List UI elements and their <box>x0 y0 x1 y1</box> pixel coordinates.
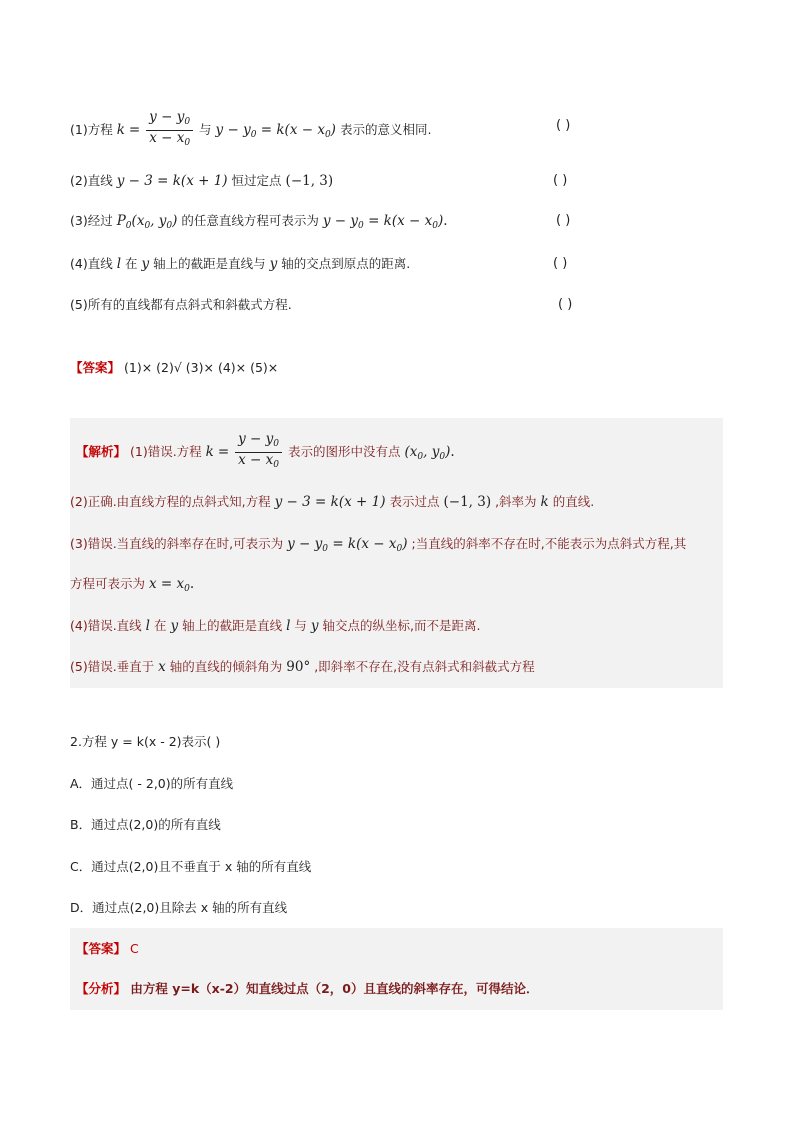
q3-mid: 的任意直线方程可表示为 <box>181 213 319 228</box>
fraction-denominator: $x - x_0$ <box>149 130 191 148</box>
analysis-1-l5-e: 轴交点的纵坐标,而不是距离. <box>322 618 481 633</box>
question-2 <box>70 172 333 190</box>
analysis-1-l4-a: 方程可表示为 <box>70 576 146 591</box>
q4-p1: (4)直线 <box>70 256 113 271</box>
answer-2-value: C <box>130 941 139 956</box>
fraction-slope-2 <box>235 432 282 473</box>
q1-paren: ( ) <box>556 118 571 133</box>
formula-point-slope-3: $y - y_0 = k(x - x_0)$ <box>287 536 408 554</box>
analysis-2-text: 由方程 y=k（x-2）知直线过点（2，0）且直线的斜率存在，可得结论． <box>130 981 539 996</box>
question-4 <box>70 255 410 273</box>
analysis-1-l3-a: (3)错误.当直线的斜率存在时,可表示为 <box>70 536 284 551</box>
var-l: l <box>116 256 122 272</box>
answer-1 <box>70 358 278 376</box>
analysis-1-l2-c: ,斜率为 <box>495 494 537 509</box>
fraction-numerator: $y - y_0$ <box>146 110 193 131</box>
formula-point-slope: $y - y_0 = k(x - x_0)$ <box>215 122 336 140</box>
q4-p3: 轴上的截距是直线与 <box>153 256 266 271</box>
q5-text: (5)所有的直线都有点斜式和斜截式方程. <box>70 297 292 312</box>
var-y-4: y <box>310 618 319 634</box>
formula-k: k <box>116 122 125 138</box>
question-3 <box>70 212 448 235</box>
period: . <box>443 213 448 229</box>
analysis-1-l2-b: 表示过点 <box>389 494 440 509</box>
var-l-3: l <box>286 618 291 634</box>
q4-p4: 轴的交点到原点的距离. <box>281 256 411 271</box>
fraction-numerator-2: $y - y_0$ <box>235 432 282 453</box>
answer-1-label: 【答案】 <box>70 360 121 375</box>
q4-paren: ( ) <box>553 256 568 271</box>
analysis-1-l5-a: (4)错误.直线 <box>70 618 142 633</box>
var-x: x <box>158 659 166 675</box>
analysis-1-l6-a: (5)错误.垂直于 <box>70 659 155 674</box>
analysis-1-line-4 <box>70 575 194 598</box>
analysis-1-l2-d: 的直线. <box>552 494 595 509</box>
formula-line: y − 3 = k(x + 1) <box>116 173 228 189</box>
formula-x-eq-x0: $x = x_0$ <box>149 576 190 594</box>
analysis-1-line-1 <box>76 432 455 473</box>
formula-point-x0y0: ($x_0$, $y_0$) <box>404 444 451 462</box>
equals-sign-2: = <box>217 444 230 460</box>
answer-2-label: 【答案】 <box>76 941 127 956</box>
question-2-stem: 2.方程 y = k(x - 2)表示( ) <box>70 734 221 749</box>
analysis-1-label: 【解析】 <box>76 444 127 459</box>
formula-p0: $P_0(x_0$, $y_0$) <box>116 213 178 231</box>
question-5 <box>70 296 292 314</box>
fraction-slope <box>146 110 193 151</box>
var-y-3: y <box>170 618 179 634</box>
analysis-1-l1-b: 表示的图形中没有点 <box>288 444 401 459</box>
q3-prefix: (3)经过 <box>70 213 113 228</box>
q4-p2: 在 <box>125 256 138 271</box>
option-b: B．通过点(2,0)的所有直线 <box>70 817 221 832</box>
analysis-2 <box>76 980 539 998</box>
analysis-1-l5-c: 轴上的截距是直线 <box>182 618 283 633</box>
angle-90: 90° <box>286 659 311 675</box>
option-d: D．通过点(2,0)且除去 x 轴的所有直线 <box>70 900 288 915</box>
q5-paren: ( ) <box>558 297 573 312</box>
var-k: k <box>540 494 549 510</box>
q1-mid: 与 <box>199 122 212 137</box>
analysis-1-l3-b: ;当直线的斜率不存在时,不能表示为点斜式方程,其 <box>411 536 687 551</box>
analysis-1-line-3 <box>70 535 686 558</box>
period-3: . <box>189 576 195 592</box>
analysis-1-line-6 <box>70 658 535 676</box>
var-y: y <box>141 256 150 272</box>
analysis-1-l6-c: ,即斜率不存在,没有点斜式和斜截式方程 <box>314 659 535 674</box>
option-a: A．通过点( - 2,0)的所有直线 <box>70 776 234 791</box>
var-l-2: l <box>145 618 150 634</box>
formula-k-2: k <box>205 444 214 460</box>
analysis-1-l2-a: (2)正确.由直线方程的点斜式知,方程 <box>70 494 271 509</box>
q1-prefix: (1)方程 <box>70 122 113 137</box>
q1-suffix: 表示的意义相同. <box>339 122 432 137</box>
analysis-2-label: 【分析】 <box>76 981 127 996</box>
analysis-1-line-2 <box>70 493 594 511</box>
analysis-box-1 <box>70 418 723 688</box>
q2-paren: ( ) <box>553 173 568 188</box>
analysis-1-line-5 <box>70 617 481 635</box>
formula-point: (−1, 3) <box>285 173 334 189</box>
analysis-1-l6-b: 轴的直线的倾斜角为 <box>169 659 283 674</box>
formula-line-2: y − 3 = k(x + 1) <box>274 494 386 510</box>
analysis-1-l5-b: 在 <box>153 618 167 633</box>
option-c: C．通过点(2,0)且不垂直于 x 轴的所有直线 <box>70 859 312 874</box>
answer-1-text: (1)× (2)√ (3)× (4)× (5)× <box>124 360 279 375</box>
q2-prefix: (2)直线 <box>70 173 113 188</box>
formula-point-2: (−1, 3) <box>443 494 492 510</box>
period-2: . <box>450 444 455 460</box>
formula-point-slope-2: $y - y_0 = k(x - x_0)$ <box>322 213 444 231</box>
fraction-denominator-2: $x - x_0$ <box>238 452 280 470</box>
equals-sign: = <box>128 122 141 138</box>
var-y-2: y <box>269 256 278 272</box>
analysis-1-l5-d: 与 <box>294 618 307 633</box>
answer-2 <box>76 940 139 958</box>
answer-box-2 <box>70 928 723 1010</box>
analysis-1-l1-a: (1)错误.方程 <box>130 444 202 459</box>
question-1 <box>70 110 431 151</box>
q3-paren: ( ) <box>556 213 571 228</box>
q2-mid: 恒过定点 <box>231 173 282 188</box>
